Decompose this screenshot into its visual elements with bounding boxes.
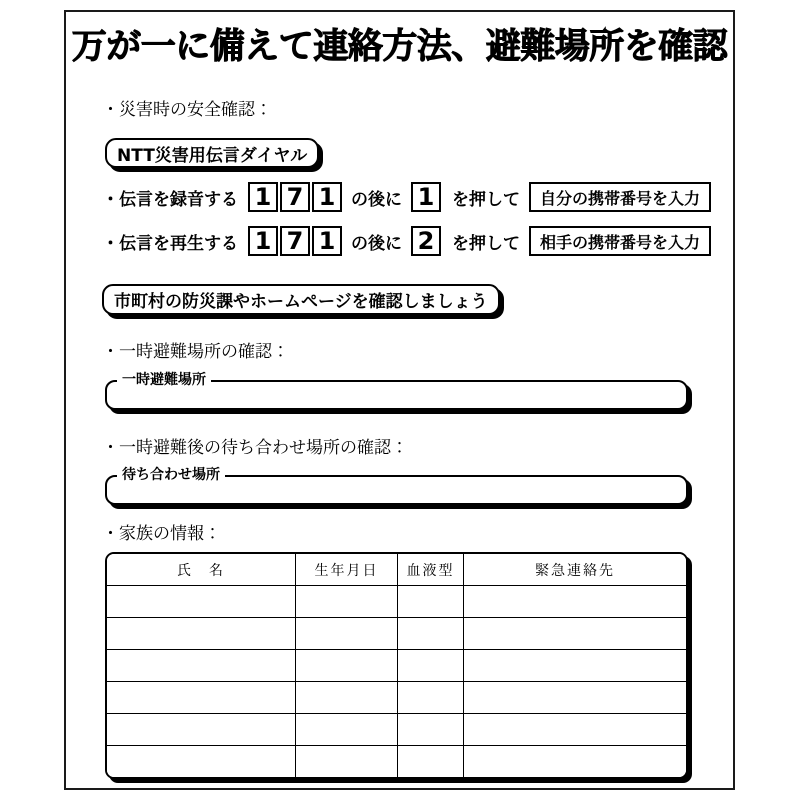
column-header-bloodtype: 血液型: [398, 554, 464, 586]
table-row: [107, 618, 686, 650]
table-row: [107, 650, 686, 682]
dial-after-text: の後に: [351, 189, 402, 210]
cell-birthdate[interactable]: [296, 714, 398, 746]
cell-emergency[interactable]: [464, 650, 687, 682]
cell-emergency[interactable]: [464, 586, 687, 618]
dial-key-box: 2: [411, 226, 441, 256]
column-header-name: 氏 名: [107, 554, 296, 586]
family-info-table: [107, 554, 686, 777]
meetup-field-block: [105, 467, 688, 505]
cell-birthdate[interactable]: [296, 746, 398, 778]
family-info-table-wrapper: [105, 552, 688, 779]
dial-after-text: の後に: [351, 233, 402, 254]
dial-digits-playback: [248, 226, 342, 256]
digit-box: 7: [280, 226, 310, 256]
partner-phone-entry-field[interactable]: 相手の携帯番号を入力: [529, 226, 711, 256]
cell-bloodtype[interactable]: [398, 618, 464, 650]
cell-bloodtype[interactable]: [398, 650, 464, 682]
cell-name[interactable]: [107, 682, 296, 714]
table-row: [107, 682, 686, 714]
cell-bloodtype[interactable]: [398, 682, 464, 714]
ntt-disaster-dial-banner: NTT災害用伝言ダイヤル: [105, 138, 319, 168]
municipal-check-banner: 市町村の防災課やホームページを確認しましょう: [102, 284, 500, 315]
safety-section-heading: ・災害時の安全確認：: [102, 100, 272, 120]
cell-emergency[interactable]: [464, 714, 687, 746]
meetup-section-heading: ・一時避難後の待ち合わせ場所の確認：: [102, 438, 408, 458]
cell-birthdate[interactable]: [296, 682, 398, 714]
digit-box: 1: [248, 226, 278, 256]
cell-birthdate[interactable]: [296, 618, 398, 650]
dial-press-text: を押して: [452, 189, 520, 210]
own-phone-entry-field[interactable]: 自分の携帯番号を入力: [529, 182, 711, 212]
cell-bloodtype[interactable]: [398, 586, 464, 618]
cell-bloodtype[interactable]: [398, 714, 464, 746]
dial-key-box: 1: [411, 182, 441, 212]
family-table-body: [107, 586, 686, 778]
dial-row-playback-label: ・伝言を再生する: [102, 233, 238, 254]
cell-name[interactable]: [107, 618, 296, 650]
dial-press-text: を押して: [452, 233, 520, 254]
table-header-row: [107, 554, 686, 586]
shelter-field-legend: 一時避難場所: [117, 372, 211, 388]
cell-bloodtype[interactable]: [398, 746, 464, 778]
cell-emergency[interactable]: [464, 746, 687, 778]
column-header-birthdate: 生年月日: [296, 554, 398, 586]
family-section-heading: ・家族の情報：: [102, 524, 221, 544]
table-row: [107, 714, 686, 746]
page-title: 万が一に備えて連絡方法、避難場所を確認: [71, 27, 728, 67]
digit-box: 7: [280, 182, 310, 212]
meetup-field-legend: 待ち合わせ場所: [117, 467, 225, 483]
table-row: [107, 746, 686, 778]
cell-birthdate[interactable]: [296, 650, 398, 682]
cell-emergency[interactable]: [464, 682, 687, 714]
shelter-field-block: [105, 372, 688, 410]
column-header-emergency: 緊急連絡先: [464, 554, 687, 586]
cell-name[interactable]: [107, 586, 296, 618]
dial-row-record-label: ・伝言を録音する: [102, 189, 238, 210]
cell-name[interactable]: [107, 746, 296, 778]
cell-name[interactable]: [107, 650, 296, 682]
digit-box: 1: [312, 182, 342, 212]
table-row: [107, 586, 686, 618]
document-page-frame: [64, 10, 735, 790]
cell-emergency[interactable]: [464, 618, 687, 650]
cell-birthdate[interactable]: [296, 586, 398, 618]
dial-row-playback: [102, 226, 711, 256]
dial-row-record: [102, 182, 711, 212]
digit-box: 1: [248, 182, 278, 212]
cell-name[interactable]: [107, 714, 296, 746]
shelter-section-heading: ・一時避難場所の確認：: [102, 342, 289, 362]
dial-digits-record: [248, 182, 342, 212]
digit-box: 1: [312, 226, 342, 256]
